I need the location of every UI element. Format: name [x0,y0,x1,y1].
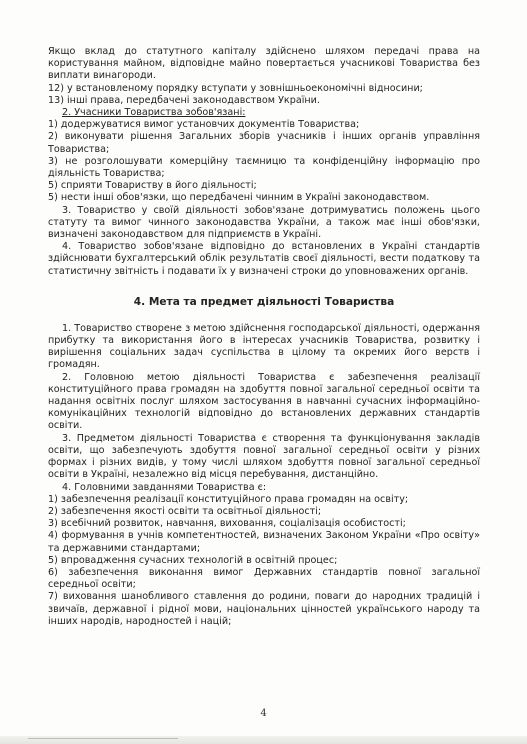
list-item: 5) впровадження сучасних технологій в освітній процес; [48,554,338,566]
paragraph-3: 3. Товариство у своїй діяльності зобов'язане дотримуватись положень цього статуту та вимог чинного законодавства України, а також має інші обов'язки, визначені законодавством для підприємств в Україні. [48,204,480,241]
list-item: 7) виховання шанобливого ставлення до родини, поваги до народних традицій і звичаїв, державної і рідної мови, національних цінностей українського народу та інших народів, народностей і націй; [48,591,480,627]
list-item: 5) сприяти Товариству в його діяльності; [48,180,257,192]
list-item: 2) забезпечення якості освіти та освітньої діяльності; [48,505,322,517]
scan-edge-line [28,738,178,739]
list-item: 4) формування в учнів компетентностей, визначених Законом України «Про освіту» та державними стандартами; [48,530,480,554]
paragraph-4: 4. Товариство зобов'язане відповідно до встановлених в Україні стандартів здійснювати бухгалтерський облік результатів своєї діяльності, вести податкову та статистичну звітність і подавати їх у визначені строки до уповноважених органів. [48,241,480,277]
duties-heading: 2. Учасники Товариства зобов'язані: [62,107,246,119]
section-title: 4. Мета та предмет діяльності Товариства [133,295,395,308]
section-4-paragraph-3: 3. Предметом діяльності Товариства є створення та функціонування закладів освіти, що забезпечують здобуття повної загальної середньої освіти у різних формах і різних видів, у тому числі шляхом здобуття повної загальної середньої освіти в Україні, незалежно від місця перебування, дистанційно. [48,432,480,481]
document-body [48,46,480,628]
list-item: 2) виконувати рішення Загальних зборів учасників і інших органів управління Товариства; [48,131,480,155]
list-item: 1) забезпечення реалізації конституційного права громадян на освіту; [48,493,409,505]
list-item: 3) не розголошувати комерційну таємницю та конфіденційну інформацію про діяльність Товариства; [48,155,480,180]
page-number: 4 [260,708,267,719]
list-item: 6) забезпечення виконання вимог Державних стандартів повної загальної середньої освіти; [48,566,480,591]
section-4-paragraph-2: 2. Головною метою діяльності Товариства є забезпечення реалізації конституційного права громадян на здобуття повної загальної середньої освіти та надання освітніх послуг шляхом застосування в навчанні сучасних інформаційно-комунікаційних технологій відповідно до встановлених державних стандартів освіти. [48,371,480,432]
list-item: 13) інші права, передбачені законодавством України. [48,94,320,106]
list-item: 1) додержуватися вимог установчих документів Товариства; [48,119,360,131]
section-4-paragraph-1: 1. Товариство створене з метою здійснення господарської діяльності, одержання прибутку та використання його в інтересах учасників Товариства, розвитку і вирішення соціальних задач суспільства в цілому та окремих його верств і громадян. [48,322,480,371]
paragraph-return-of-property: Якщо вклад до статутного капіталу здійснено шляхом передачі права на користування майном, відповідне майно повертається учасникові Товариства без виплати винагороди. [48,46,480,82]
list-item: 3) всебічний розвиток, навчання, виховання, соціалізація особистості; [48,518,406,530]
list-item: 12) у встановленому порядку вступати у зовнішньоекономічні відносини; [48,82,423,94]
tasks-heading: 4. Головними завданнями Товариства є: [62,481,267,493]
list-item: 5) нести інші обов'язки, що передбачені чинним в Україні законодавством. [48,192,430,204]
